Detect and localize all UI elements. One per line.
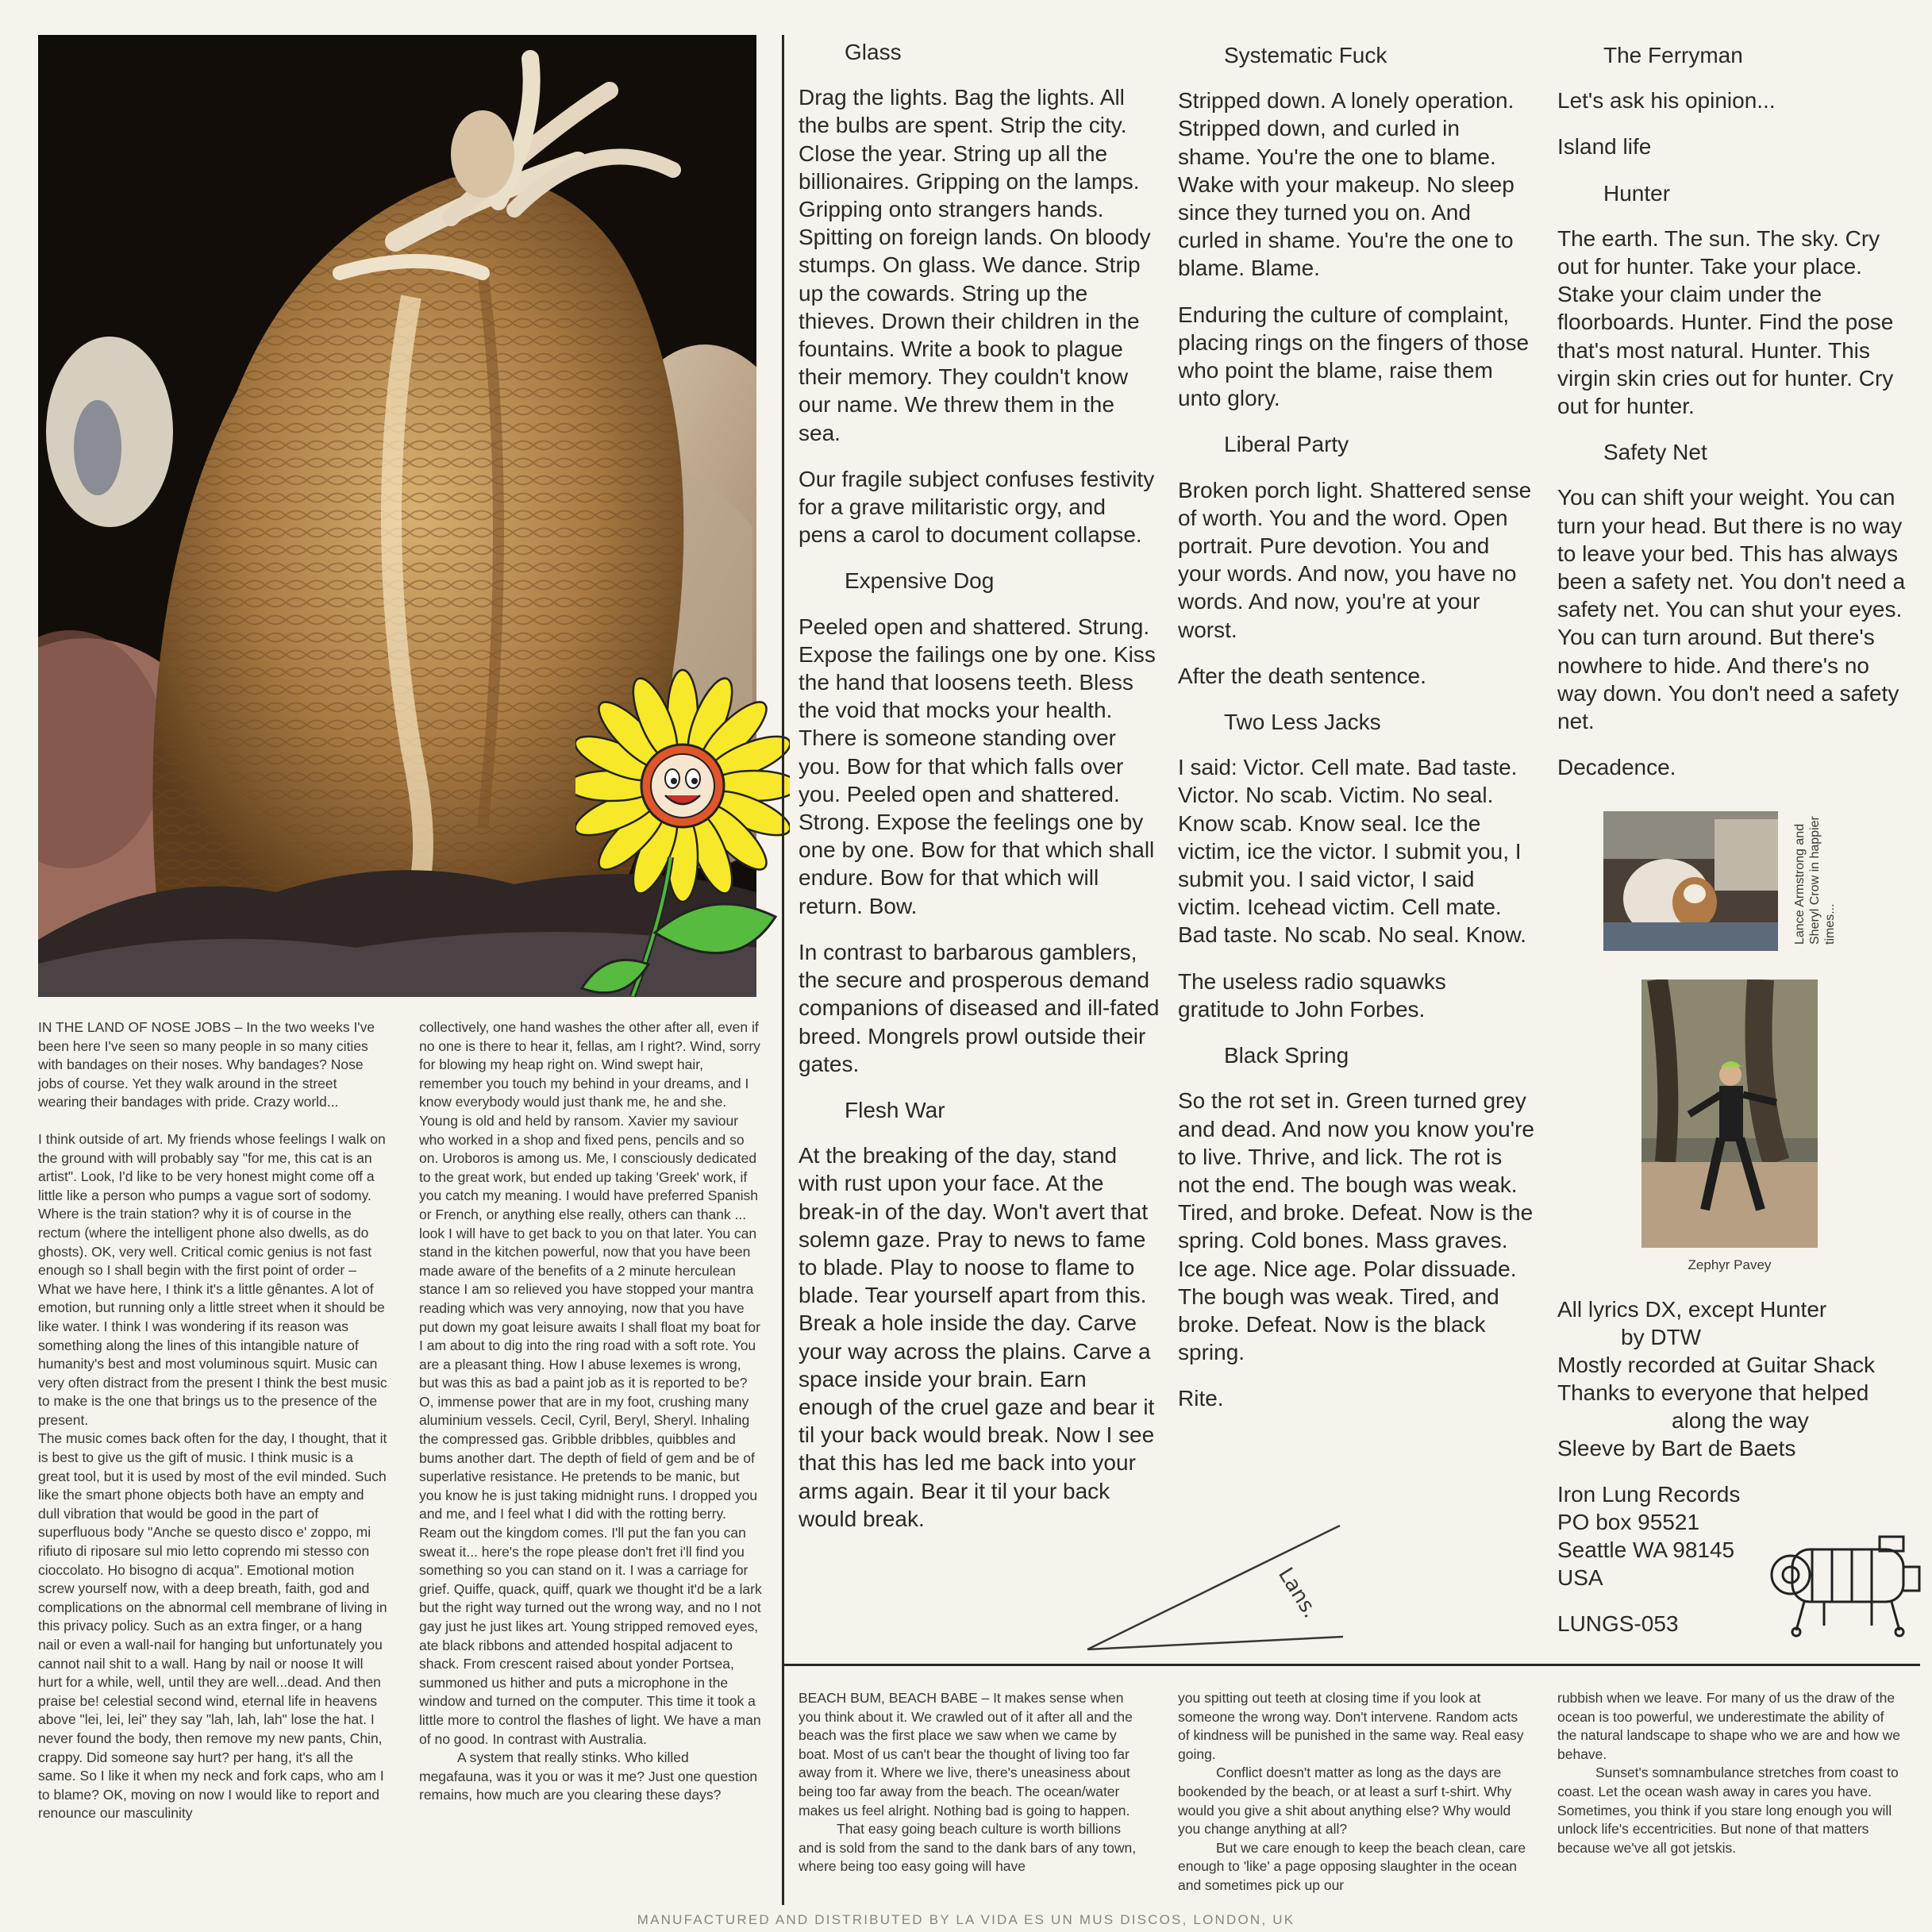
essay-paragraph: collectively, one hand washes the other after all, even if no one is there to hear it, fellas, am I right?. Wind, sorry for blowing my heap right on. Wind swept hair, remember you touch my behind in your dreams, and I know everybody would just thank me, he and she. Young is old and held by ransom. Xavier my saviour who worked in a shop and fixed pens, pencils and so on. Uroboros is among us. Me, I consciously dedicated to the great work, but ended up taking 'Greek' work, if you catch my meaning. I would have preferred Spanish or French, or anything else really, others can thank ... look I will have to get back to you on that later. You can stand in the kitchen powerful, now that you have been made aware of the benefits of a 2 minute herculean stance I am so relieved you have stopped your mantra reading which was very annoying, now that you have put down my goat leisure awaits I shall float my boat for I am about to dig into the ring road with a soft rote. You are a pleasant thing. How I abuse lexemes is wrong, but was this as bad a paint job as it is reported to be? O, immense power that are in my foot, crushing many aluminium vessels. Cecil, Cyril, Beryl, Sheryl. Inhaling the compressed gas. Gribble dribbles, quibbles and bums another dart. The depth of field of gem and be of superlative resistance. He pretends to be manic, but you know he is just taking midnight runs. I dropped you and me, and I feel what I did with the rotting berry. Ream out the kingdom comes. I'll put the fan you can sweat it... here's the rope please don't fret i'll find you something so you can stand on it. I was a carriage for grief. Quiffe, quack, quiff, quark we thought it'd be a lark but the right way turned out the wrong way, and no I not gay just he just likes art. Young stripped removed eyes, ate black ribbons and attended hospital adjacent to shack. From crescent raised about yonder Portsea, summoned us hither and puts a microphone in the window and turned on the computer. This time it took a little more to control the flashes of light. We have a man of no good. In contrast with Australia. [419,1019,762,1747]
song-title: Expensive Dog [845,568,995,594]
essay-paragraph: rubbish when we leave. For many of us the draw of the ocean is too powerful, we underestimate the ability of the natural landscape to shape who we are and how we behave. [1557,1690,1900,1762]
label-name: Iron Lung Records [1557,1482,1741,1507]
credit-line: along the way [1672,1408,1809,1433]
column-divider-horizontal [782,1664,1920,1666]
essay-beach-col2 [1178,1689,1527,1895]
lyric-paragraph: In contrast to barbarous gamblers, the secure and prosperous demand companions of diseased and ill-fated breed. Mongrels prowl outside their gates. [799,939,1160,1076]
essay-paragraph: A system that really stinks. Who killed megafauna, was it you or was it me? Just one question remains, how much are you clearing these days? [419,1749,758,1803]
label-address: USA [1557,1565,1603,1590]
essay-nose-jobs-col2 [419,1018,762,1805]
song-title: Glass [845,40,902,64]
credit-line: Mostly recorded at Guitar Shack [1557,1353,1875,1377]
lyric-paragraph: Decadence. [1557,755,1676,780]
signature-lans [1081,1518,1351,1661]
essay-beach-col1 [799,1689,1148,1876]
essay-paragraph: BEACH BUM, BEACH BABE – It makes sense when you think about it. We crawled out of it after all and the beach was the first place we saw when we came by boat. Most of us can't bear the thought of living too far away from it. Where we live, there's uneasiness about being too far away from the beach. The ocean/water makes us feel alright. Nothing bad is going to happen. [799,1690,1133,1818]
song-title: Flesh War [845,1097,945,1122]
lyric-paragraph: Broken porch light. Shattered sense of worth. You and the word. Open portrait. Pure devotion. You and your words. And now, you have no words. And now, you're at your worst. [1178,477,1532,642]
lyrics-column-1 [799,38,1160,1551]
flower-illustration [575,663,790,1012]
catalog-number: LUNGS-053 [1557,1611,1679,1636]
iron-lung-illustration [1768,1527,1924,1638]
credit-line: Sleeve by Bart de Baets [1557,1436,1796,1461]
lyrics-column-2 [1178,41,1535,1431]
photo-dogs-caption [1792,798,1838,945]
signature-text: Lans. [1273,1563,1322,1622]
lyric-paragraph: The earth. The sun. The sky. Cry out for hunter. Take your place. Stake your claim under the floorboards. Hunter. Find the pose that's most natural. Hunter. This virgin skin cries out for hunter. Cry out for hunter. [1557,225,1894,419]
lyric-paragraph: Island life [1557,134,1652,160]
song-title: Hunter [1603,180,1671,206]
credit-line: All lyrics DX, except Hunter [1557,1297,1827,1322]
song-title: Liberal Party [1224,432,1349,457]
lyric-paragraph: Enduring the culture of complaint, placing rings on the fingers of those who point the blame, raise them unto glory. [1178,302,1530,411]
essay-paragraph: you spitting out teeth at closing time if you look at someone the wrong way. Don't intervene. Random acts of kindness will be punished in the same way. Real easy going. [1178,1690,1524,1762]
caption-text: Lance Armstrong and Sheryl Crow in happier times... [1793,816,1837,945]
photo-zephyr [1641,979,1818,1248]
lyric-paragraph: Rite. [1178,1386,1224,1411]
caption-text: Zephyr Pavey [1688,1257,1772,1272]
credit-line: Thanks to everyone that helped [1557,1380,1869,1405]
column-divider-vertical [782,35,784,1905]
essay-nose-jobs-col1 [38,1018,387,1823]
essay-paragraph: The music comes back often for the day, I thought, that it is best to give us the gift of music. I think music is a great tool, but it is used by most of the evil minded. Such like the smart phone objects both have an empty and dull vibration that would be good in the part of superfluous body "Anche se questo disco e' zoppo, mi rifiuto di riposare sul mio letto coprendo mi stesso con cioccolato. Ho bisogno di acqua". Emotional motion screw yourself now, with a deep breath, faith, god and complications on the abnormal cell membrane of living in this privacy policy. Such as an extra finger, or a hang nail or even a wall-nail for hanging but unfortunately you cannot nail shit to a wall. Hang by nail or noose It will hurt for a while, well, until they are well...dead. And then praise be! celestial second wind, eternal life in heavens above "lei, lei, lei" they say "lah, lah, lah" lose the hat. I never found the body, then remove my new pants, Chin, crappy. Did someone say hurt? per hang, it's all the same. So I like it when my neck and fork caps, who am I to blame? OK, moving on now I would like to report and renounce our masculinity [38,1430,387,1822]
song-title: Safety Net [1603,440,1707,465]
credit-line: by DTW [1621,1325,1702,1349]
lyric-paragraph: Stripped down. A lonely operation. Stripped down, and curled in shame. You're the one to blame. Wake with your makeup. No sleep since they turned you on. And curled in shame. You're the one to blame. Blame. [1178,88,1514,281]
essay-paragraph: But we care enough to keep the beach clean, care enough to 'like' a page opposing slaughter in the ocean and sometimes pick up our [1178,1839,1526,1893]
lyric-paragraph: Drag the lights. Bag the lights. All the bulbs are spent. Strip the city. Close the year. String up all the billionaires. Gripping on the lamps. Gripping onto strangers hands. Spitting on foreign lands. On bloody stumps. On glass. We dance. Strip up the cowards. String up the thieves. Drown their children in the fountains. Write a book to plague their memory. They couldn't know our name. We threw them in the sea. [799,85,1151,445]
essay-paragraph: Conflict doesn't matter as long as the days are bookended by the beach, or at least a surf t-shirt. Why would you give a shit about anything else? Why would you change anything at all? [1178,1765,1512,1838]
lyric-paragraph: Peeled open and shattered. Strung. Expose the failings one by one. Kiss the hand that loosens teeth. Bless the void that mocks your health. There is someone standing over you. Bow for that which falls over you. Peeled open and shattered. Strong. Expose the feelings one by one by one. Bow for that which shall endure. Bow for that which will return. Bow. [799,614,1156,918]
photo-dogs [1603,811,1778,951]
essay-paragraph: I think outside of art. My friends whose feelings I walk on the ground with will probably say "for me, this cat is an artist". Look, I'd like to be very honest might come off a little like a person who pumps a vague sort of sodomy. Where is the train station? why it is of course in the rectum (where the intelligent phone also dwells, as do ghosts). OK, very well. Critical comic genius is not fast enough so I shall begin with the first point of order – What we have here, I think it's a little gênantes. A lot of emotion, but running only a little street when it should be like water. I think I was wondering if its reason was something along the lines of this intangible nature of humanity's best and most voluminous squirt. Music can very often distract from the present I think the best music to make is the one that brings us to the presence of the present. [38,1130,387,1428]
song-title: The Ferryman [1603,43,1743,67]
lyric-paragraph: Let's ask his opinion... [1557,88,1776,114]
label-address: PO box 95521 [1557,1510,1700,1534]
lyrics-column-3 [1557,41,1907,799]
essay-paragraph: IN THE LAND OF NOSE JOBS – In the two weeks I've been here I've seen so many people in so many cities with bandages on their noses. Why bandages? Nose jobs of course. Yet they walk around in the street wearing their bandages with pride. Crazy world... [38,1019,375,1110]
manufacturer-footer: MANUFACTURED AND DISTRIBUTED BY LA VIDA ES UN MUS DISCOS, LONDON, UK [637,1912,1295,1927]
photo-zephyr-caption [1641,1257,1818,1273]
lyric-paragraph: I said: Victor. Cell mate. Bad taste. Victor. No scab. Victim. No seal. Know scab. Know seal. Ice the victim, ice the victor. I submit you, I submit you. I said victor, I said victim. Icehead victim. Cell mate. Bad taste. No scab. No seal. Know. [1178,755,1526,948]
lyric-paragraph: Our fragile subject confuses festivity for a grave militaristic orgy, and pens a carol to document collapse. [799,466,1155,548]
essay-beach-col3 [1557,1689,1907,1857]
lyric-paragraph: So the rot set in. Green turned grey and dead. And now you know you're to live. Thrive, and lick. The rot is not the end. The bough was weak. Tired, and broke. Defeat. Now is the spring. Cold bones. Mass graves. Ice age. Nice age. Polar dissuade. The bough was weak. Tired, and broke. Defeat. Now is the black spring. [1178,1088,1534,1365]
essay-paragraph: Sunset's somnambulance stretches from coast to coast. Let the ocean wash away in cares you have. Sometimes, you think if you stare long enough you will unlock life's eccentricities. But none of that matters because we've all got jetskis. [1557,1765,1899,1856]
song-title: Systematic Fuck [1224,43,1387,67]
lyric-paragraph: You can shift your weight. You can turn your head. But there is no way to leave your bed. This has always been a safety net. You don't need a safety net. You can shut your eyes. You can turn around. But there's nowhere to hide. And there's no way down. You don't need a safety net. [1557,485,1906,734]
song-title: Black Spring [1224,1043,1349,1068]
lyric-paragraph: After the death sentence. [1178,663,1426,688]
essay-paragraph: That easy going beach culture is worth billions and is sold from the sand to the dank bars of any town, where being too easy going will have [799,1821,1137,1875]
lyric-paragraph: The useless radio squawks gratitude to John Forbes. [1178,968,1446,1022]
lyric-paragraph: At the breaking of the day, stand with rust upon your face. At the break-in of the day. Won't avert that solemn gaze. Pray to news to fame to blade. Play to noose to flame to blade. Tear yourself apart from this. Break a hole inside the day. Carve your way across the plains. Carve a space inside your brain. Earn enough of the cruel gaze and bear it til your back would break. Now I see that this has led me back into your arms again. Bear it til your back would break. [799,1143,1155,1531]
song-title: Two Less Jacks [1224,710,1381,735]
label-address: Seattle WA 98145 [1557,1538,1735,1562]
